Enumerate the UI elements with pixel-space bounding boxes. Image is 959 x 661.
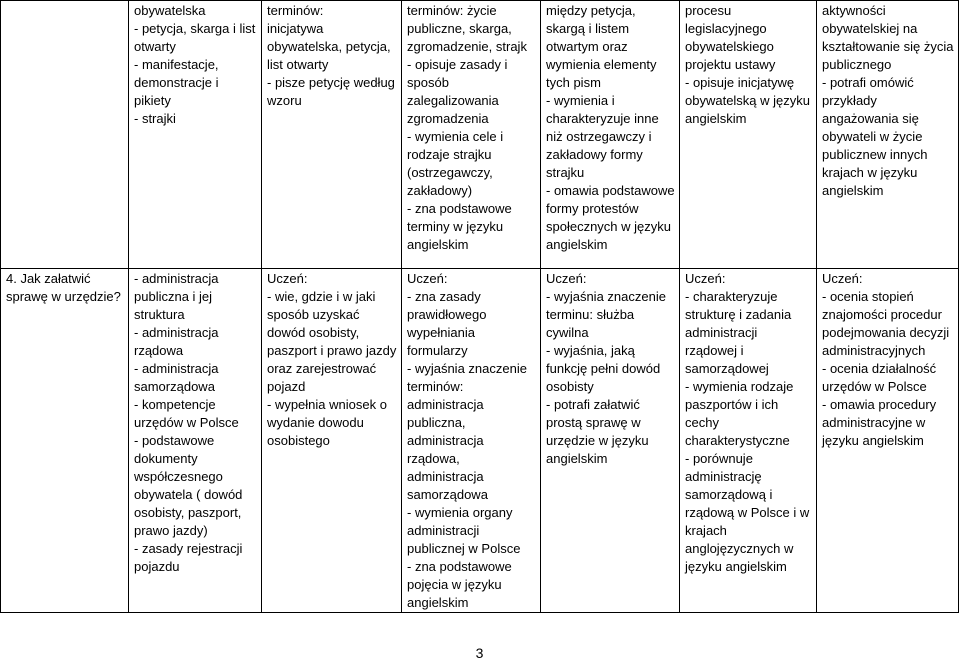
table-cell	[129, 269, 262, 613]
table-cell	[262, 269, 402, 613]
table-row	[1, 1, 959, 269]
cell-text: - administracja publiczna i jej struktura - administracja rządowa - administracja samorządowa - kompetencje urzędów w Polsce - podstawowe dokumenty współczesnego obywatela ( dowód osobisty, paszport, prawo jazdy) - zasady rejestracji pojazdu	[134, 271, 243, 574]
cell-text: Uczeń: - wie, gdzie i w jaki sposób uzyskać dowód osobisty, paszport i prawo jazdy oraz zarejestrować pojazd - wypełnia wniosek o wydanie dowodu osobistego	[267, 271, 397, 448]
table-cell	[402, 1, 541, 269]
table-cell	[680, 1, 817, 269]
table-cell	[129, 1, 262, 269]
page-number: 3	[475, 645, 484, 661]
cell-text: terminów: życie publiczne, skarga, zgromadzenie, strajk - opisuje zasady i sposób zalegalizowania zgromadzenia - wymienia cele i rodzaje strajku (ostrzegawczy, zakładowy) - zna podstawowe terminy w języku angielskim	[407, 3, 527, 252]
cell-text: obywatelska - petycja, skarga i list otwarty - manifestacje, demonstracje i pikiety - strajki	[134, 3, 256, 126]
cell-text: Uczeń: - zna zasady prawidłowego wypełniania formularzy - wyjaśnia znaczenie terminów: administracja publiczna, administracja rządowa, administracja samorządowa - wymienia organy administracji publicznej w Polsce - zna podstawowe pojęcia w języku angielskim	[407, 271, 527, 610]
table-cell	[262, 1, 402, 269]
topic-title: 4. Jak załatwić sprawę w urzędzie?	[6, 271, 121, 304]
table-cell	[541, 269, 680, 613]
table-row	[1, 269, 959, 613]
table-cell	[541, 1, 680, 269]
cell-text: Uczeń: - ocenia stopień znajomości procedur podejmowania decyzji administracyjnych - ocenia działalność urzędów w Polsce - omawia procedury administracyjne w języku angielskim	[822, 271, 950, 448]
topic-cell	[1, 269, 129, 613]
cell-text: aktywności obywatelskiej na kształtowanie się życia publicznego - potrafi omówić przykłady angażowania się obywateli w życie publicznew innych krajach w języku angielskim	[822, 3, 954, 198]
table-cell	[1, 1, 129, 269]
cell-text: Uczeń: - charakteryzuje strukturę i zadania administracji rządowej i samorządowej - wymienia rodzaje paszportów i ich cechy charakterystyczne - porównuje administrację samorządową i rządową w Polsce i w krajach anglojęzycznych w języku angielskim	[685, 271, 810, 574]
cell-text: terminów: inicjatywa obywatelska, petycja, list otwarty - pisze petycję według wzoru	[267, 3, 395, 108]
table-cell	[680, 269, 817, 613]
table-cell	[402, 269, 541, 613]
cell-text: między petycja, skargą i listem otwartym oraz wymienia elementy tych pism - wymienia i charakteryzuje inne niż ostrzegawczy i zakładowy formy strajku - omawia podstawowe formy protestów społecznych w języku angielskim	[546, 3, 675, 252]
cell-text: Uczeń: - wyjaśnia znaczenie terminu: służba cywilna - wyjaśnia, jaką funkcję pełni dowód osobisty - potrafi załatwić prostą sprawę w urzędzie w języku angielskim	[546, 271, 666, 466]
table-cell	[817, 269, 959, 613]
cell-text: procesu legislacyjnego obywatelskiego projektu ustawy - opisuje inicjatywę obywatelską w języku angielskim	[685, 3, 810, 126]
table-cell	[817, 1, 959, 269]
